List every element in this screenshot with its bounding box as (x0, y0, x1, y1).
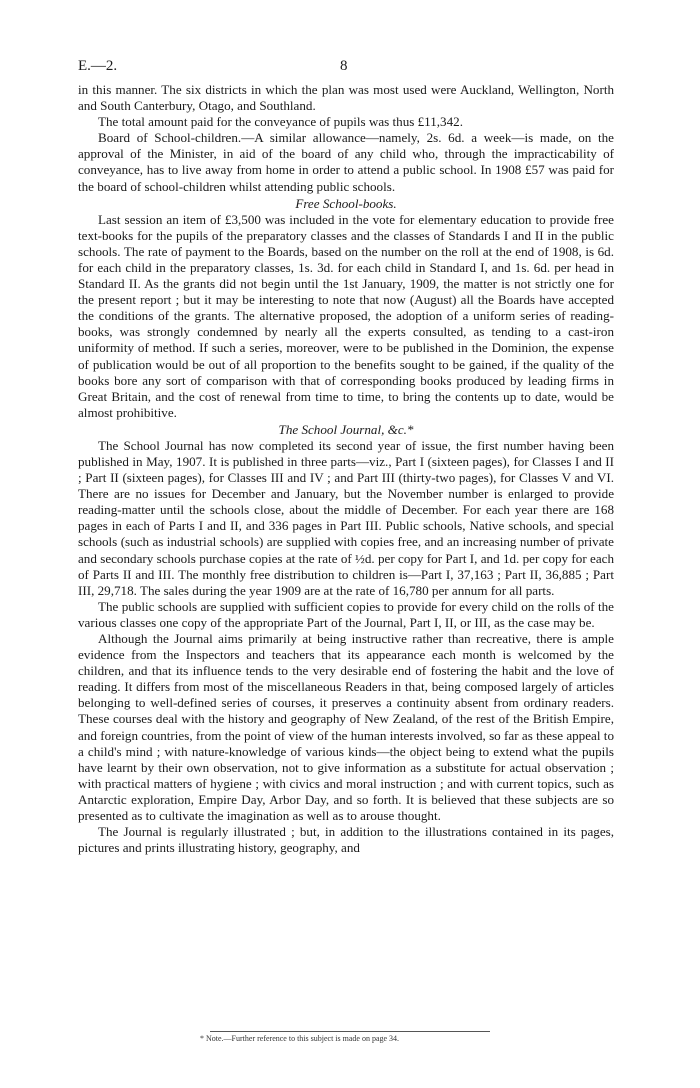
paragraph: in this manner. The six districts in which the plan was most used were Auckland, Wellington, North and South Canterbury, Otago, and Southland. (78, 82, 614, 114)
paragraph: Board of School-children.—A similar allowance—namely, 2s. 6d. a week—is made, on the approval of the Minister, in aid of the board of any child who, through the impracticability of conveyance, has to live away from home in order to attend a public school. In 1908 £57 was paid for the board of school-children whilst attending public schools. (78, 130, 614, 194)
body-text (78, 82, 614, 856)
paragraph: The public schools are supplied with sufficient copies to provide for every child on the rolls of the various classes one copy of the appropriate Part of the Journal, Part I, II, or III, as the case may be. (78, 598, 614, 630)
section-heading: The School Journal, &c.* (278, 421, 414, 437)
document-page (78, 58, 614, 856)
paragraph: The School Journal has now completed its second year of issue, the first number having been published in May, 1907. It is published in three parts—viz., Part I (sixteen pages), for Classes I and II ; Part II (sixteen pages), for Classes III and IV ; and Part III (thirty-two pages), for Classes V and VI. There are no issues for December and January, but the November number is enlarged to provide reading-matter until the schools close, about the middle of December. For each year there are 168 pages in each of Parts I and II, and 336 pages in Part III. Public schools, Native schools, and special schools (such as industrial schools) are supplied with copies free, and an increasing number of private and secondary schools purchase copies at the rate of ½d. per copy for Part I, and 1d. per copy for each of Parts II and III. The monthly free distribution to children is—Part I, 37,163 ; Part II, 36,885 ; Part III, 29,718. The sales during the year 1909 are at the rate of 16,780 per annum for all parts. (78, 437, 614, 598)
paragraph: The total amount paid for the conveyance of pupils was thus £11,342. (98, 114, 463, 130)
footnote: * Note.—Further reference to this subject is made on page 34. (200, 1034, 400, 1043)
page-header (78, 58, 614, 82)
page-number: 8 (340, 58, 348, 74)
document-reference: E.—2. (78, 58, 118, 74)
paragraph: Last session an item of £3,500 was included in the vote for elementary education to provide free text-books for the pupils of the preparatory classes and the classes of Standards I and II in the public schools. The rate of payment to the Boards, based on the number on the roll at the end of 1908, is 6d. for each child in the preparatory classes, 1s. 3d. for each child in Standard I, and 1s. 6d. per head in Standard II. As the grants did not begin until the 1st January, 1909, the matter is not strictly one for the present report ; but it may be interesting to note that now (August) all the Boards have accepted the conditions of the grants. The alternative proposed, the adoption of a uniform series of reading-books, was strongly condemned by nearly all the experts consulted, as tending to a cast-iron uniformity of method. If such a series, moreover, were to be published in the Dominion, the expense of publication would be out of all proportion to the benefits sought to be gained, if the quality of the books bore any sort of comparison with that of corresponding books produced by leading firms in Great Britain, and the cost of renewal from time to time, to bring the contents up to date, would be almost prohibitive. (78, 211, 614, 420)
section-heading: Free School-books. (295, 195, 397, 211)
footnote-rule (210, 1031, 490, 1032)
paragraph: The Journal is regularly illustrated ; but, in addition to the illustrations contained in its pages, pictures and prints illustrating history, geography, and (78, 824, 614, 856)
paragraph: Although the Journal aims primarily at being instructive rather than recreative, there is ample evidence from the Inspectors and teachers that its appearance each month is welcomed by the children, and that its influence tends to the very desirable end of fostering the habit and the love of reading. It differs from most of the miscellaneous Readers in that, being composed largely of articles belonging to well-defined series of courses, it preserves a continuity absent from ordinary readers. These courses deal with the history and geography of New Zealand, of the rest of the British Empire, and foreign countries, from the point of view of the human interests involved, so far as these appeal to a child's mind ; with nature-knowledge of various kinds—the object being to extend what the pupils have learnt by their own observation, not to give information as a substitute for actual observation ; with practical matters of hygiene ; with civics and moral instruction ; and with current topics, such as Antarctic exploration, Empire Day, Arbor Day, and so forth. It is believed that these subjects are so presented as to cultivate the imagination as well as to arouse thought. (78, 631, 614, 824)
